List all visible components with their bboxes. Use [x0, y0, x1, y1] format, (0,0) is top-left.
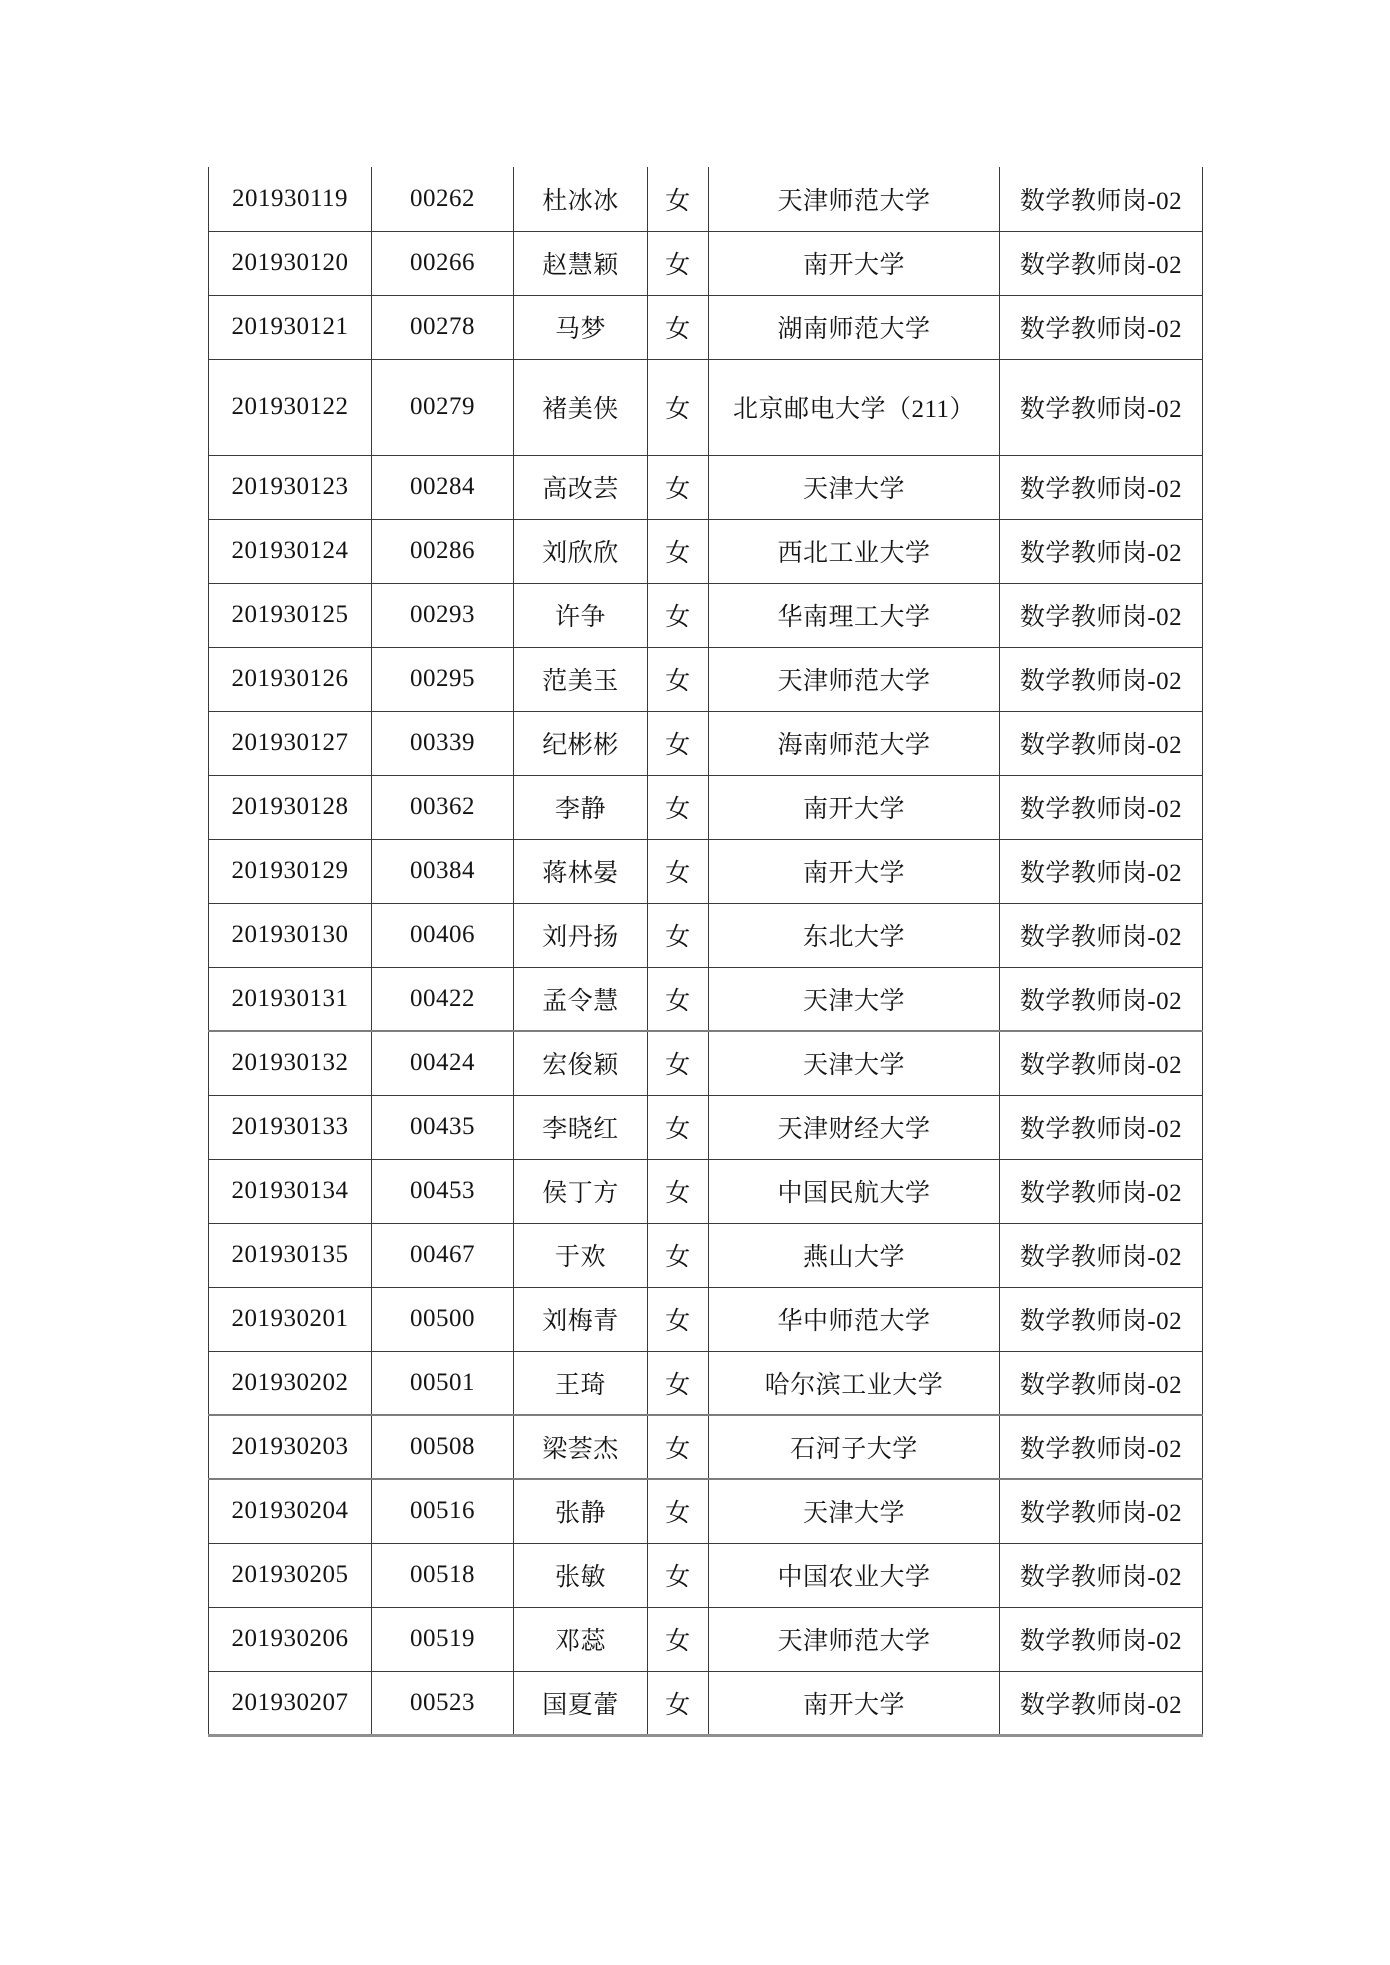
table-cell: 00362: [372, 775, 514, 839]
table-cell: 孟令慧: [514, 967, 648, 1031]
table-cell: 201930121: [209, 295, 372, 359]
table-cell: 杜冰冰: [514, 167, 648, 231]
table-cell: 00435: [372, 1095, 514, 1159]
table-row: [209, 1351, 1203, 1415]
table-cell: 数学教师岗-02: [1000, 1543, 1203, 1607]
table-cell: 201930132: [209, 1031, 372, 1095]
table-cell: 00516: [372, 1479, 514, 1543]
table-cell: 201930131: [209, 967, 372, 1031]
table-cell: 北京邮电大学（211）: [709, 359, 1000, 455]
table-row: [209, 359, 1203, 455]
table-cell: 00519: [372, 1607, 514, 1671]
table-cell: 201930119: [209, 167, 372, 231]
table-cell: 刘梅青: [514, 1287, 648, 1351]
table-cell: 00500: [372, 1287, 514, 1351]
table-cell: 女: [648, 1223, 709, 1287]
table-cell: 201930127: [209, 711, 372, 775]
table-cell: 女: [648, 1159, 709, 1223]
table-cell: 201930122: [209, 359, 372, 455]
table-cell: 数学教师岗-02: [1000, 1607, 1203, 1671]
table-cell: 00278: [372, 295, 514, 359]
table-cell: 范美玉: [514, 647, 648, 711]
table-cell: 天津大学: [709, 1031, 1000, 1095]
table-cell: 201930129: [209, 839, 372, 903]
table-cell: 西北工业大学: [709, 519, 1000, 583]
table-cell: 数学教师岗-02: [1000, 1671, 1203, 1735]
table-cell: 东北大学: [709, 903, 1000, 967]
table-cell: 天津大学: [709, 455, 1000, 519]
table-cell: 王琦: [514, 1351, 648, 1415]
table-cell: 201930126: [209, 647, 372, 711]
table-cell: 数学教师岗-02: [1000, 1287, 1203, 1351]
table-cell: 00424: [372, 1031, 514, 1095]
table-cell: 201930125: [209, 583, 372, 647]
table-cell: 数学教师岗-02: [1000, 711, 1203, 775]
table-row: [209, 1671, 1203, 1735]
table-cell: 蒋林晏: [514, 839, 648, 903]
table-cell: 赵慧颖: [514, 231, 648, 295]
table-cell: 201930134: [209, 1159, 372, 1223]
table-cell: 00518: [372, 1543, 514, 1607]
table-cell: 数学教师岗-02: [1000, 1159, 1203, 1223]
table-cell: 天津大学: [709, 1479, 1000, 1543]
table-cell: 数学教师岗-02: [1000, 167, 1203, 231]
table-cell: 天津师范大学: [709, 167, 1000, 231]
table-cell: 数学教师岗-02: [1000, 231, 1203, 295]
table-cell: 数学教师岗-02: [1000, 967, 1203, 1031]
table-cell: 中国农业大学: [709, 1543, 1000, 1607]
table-cell: 数学教师岗-02: [1000, 647, 1203, 711]
table-cell: 许争: [514, 583, 648, 647]
table-cell: 数学教师岗-02: [1000, 583, 1203, 647]
table-cell: 国夏蕾: [514, 1671, 648, 1735]
table-row: [209, 231, 1203, 295]
table-row: [209, 903, 1203, 967]
table-cell: 南开大学: [709, 1671, 1000, 1735]
table-cell: 女: [648, 903, 709, 967]
table-cell: 梁荟杰: [514, 1415, 648, 1479]
table-cell: 纪彬彬: [514, 711, 648, 775]
table-cell: 数学教师岗-02: [1000, 1223, 1203, 1287]
table-cell: 00523: [372, 1671, 514, 1735]
table-cell: 201930124: [209, 519, 372, 583]
table-cell: 201930203: [209, 1415, 372, 1479]
table-cell: 00284: [372, 455, 514, 519]
table-row: [209, 1415, 1203, 1479]
table-cell: 女: [648, 1671, 709, 1735]
table-cell: 201930204: [209, 1479, 372, 1543]
table-cell: 女: [648, 359, 709, 455]
table-cell: 201930120: [209, 231, 372, 295]
table-cell: 南开大学: [709, 231, 1000, 295]
candidate-roster-table: [208, 167, 1203, 1737]
table-row: [209, 775, 1203, 839]
table-cell: 海南师范大学: [709, 711, 1000, 775]
table-cell: 00453: [372, 1159, 514, 1223]
table-row: [209, 1159, 1203, 1223]
table-cell: 湖南师范大学: [709, 295, 1000, 359]
table-cell: 天津师范大学: [709, 647, 1000, 711]
table-cell: 张敏: [514, 1543, 648, 1607]
table-cell: 201930135: [209, 1223, 372, 1287]
table-cell: 女: [648, 519, 709, 583]
table-cell: 燕山大学: [709, 1223, 1000, 1287]
table-cell: 00266: [372, 231, 514, 295]
table-cell: 00384: [372, 839, 514, 903]
table-cell: 女: [648, 711, 709, 775]
table-cell: 女: [648, 1031, 709, 1095]
table-cell: 00295: [372, 647, 514, 711]
table-cell: 数学教师岗-02: [1000, 775, 1203, 839]
table-cell: 女: [648, 1479, 709, 1543]
table-cell: 马梦: [514, 295, 648, 359]
table-cell: 女: [648, 1095, 709, 1159]
table-cell: 刘欣欣: [514, 519, 648, 583]
table-cell: 201930202: [209, 1351, 372, 1415]
table-cell: 201930128: [209, 775, 372, 839]
candidate-roster-body: [209, 167, 1203, 1735]
table-row: [209, 295, 1203, 359]
table-cell: 00279: [372, 359, 514, 455]
table-cell: 00262: [372, 167, 514, 231]
table-cell: 女: [648, 1607, 709, 1671]
table-cell: 女: [648, 455, 709, 519]
table-row: [209, 839, 1203, 903]
table-cell: 201930201: [209, 1287, 372, 1351]
table-cell: 201930123: [209, 455, 372, 519]
table-cell: 华中师范大学: [709, 1287, 1000, 1351]
table-row: [209, 967, 1203, 1031]
table-cell: 女: [648, 1351, 709, 1415]
table-row: [209, 1095, 1203, 1159]
table-cell: 00293: [372, 583, 514, 647]
table-cell: 高改芸: [514, 455, 648, 519]
table-cell: 00339: [372, 711, 514, 775]
table-cell: 李静: [514, 775, 648, 839]
table-cell: 女: [648, 231, 709, 295]
table-cell: 天津财经大学: [709, 1095, 1000, 1159]
table-cell: 00286: [372, 519, 514, 583]
table-cell: 中国民航大学: [709, 1159, 1000, 1223]
table-cell: 数学教师岗-02: [1000, 903, 1203, 967]
table-cell: 201930207: [209, 1671, 372, 1735]
table-row: [209, 647, 1203, 711]
table-cell: 00406: [372, 903, 514, 967]
table-row: [209, 519, 1203, 583]
table-cell: 数学教师岗-02: [1000, 295, 1203, 359]
table-cell: 华南理工大学: [709, 583, 1000, 647]
table-cell: 数学教师岗-02: [1000, 839, 1203, 903]
table-cell: 201930133: [209, 1095, 372, 1159]
table-cell: 女: [648, 295, 709, 359]
table-cell: 201930130: [209, 903, 372, 967]
table-cell: 女: [648, 583, 709, 647]
table-cell: 南开大学: [709, 839, 1000, 903]
table-cell: 李晓红: [514, 1095, 648, 1159]
table-cell: 石河子大学: [709, 1415, 1000, 1479]
table-cell: 数学教师岗-02: [1000, 1479, 1203, 1543]
table-cell: 数学教师岗-02: [1000, 455, 1203, 519]
table-row: [209, 1223, 1203, 1287]
table-cell: 数学教师岗-02: [1000, 1351, 1203, 1415]
table-row: [209, 1607, 1203, 1671]
table-row: [209, 1287, 1203, 1351]
table-row: [209, 711, 1203, 775]
table-cell: 天津大学: [709, 967, 1000, 1031]
table-cell: 数学教师岗-02: [1000, 1095, 1203, 1159]
table-cell: 00422: [372, 967, 514, 1031]
table-cell: 数学教师岗-02: [1000, 359, 1203, 455]
table-row: [209, 455, 1203, 519]
table-cell: 女: [648, 1543, 709, 1607]
table-cell: 201930206: [209, 1607, 372, 1671]
table-cell: 女: [648, 167, 709, 231]
table-cell: 南开大学: [709, 775, 1000, 839]
table-cell: 褚美侠: [514, 359, 648, 455]
table-cell: 数学教师岗-02: [1000, 1031, 1203, 1095]
table-cell: 女: [648, 647, 709, 711]
table-cell: 00467: [372, 1223, 514, 1287]
table-cell: 刘丹扬: [514, 903, 648, 967]
table-row: [209, 583, 1203, 647]
table-cell: 张静: [514, 1479, 648, 1543]
table-cell: 201930205: [209, 1543, 372, 1607]
table-row: [209, 1479, 1203, 1543]
table-cell: 女: [648, 967, 709, 1031]
table-row: [209, 1543, 1203, 1607]
table-cell: 哈尔滨工业大学: [709, 1351, 1000, 1415]
table-cell: 于欢: [514, 1223, 648, 1287]
table-cell: 女: [648, 1415, 709, 1479]
table-cell: 宏俊颖: [514, 1031, 648, 1095]
table-cell: 00508: [372, 1415, 514, 1479]
table-row: [209, 1031, 1203, 1095]
table-cell: 天津师范大学: [709, 1607, 1000, 1671]
table-cell: 数学教师岗-02: [1000, 1415, 1203, 1479]
table-cell: 女: [648, 775, 709, 839]
table-cell: 数学教师岗-02: [1000, 519, 1203, 583]
table-cell: 女: [648, 839, 709, 903]
table-cell: 女: [648, 1287, 709, 1351]
table-cell: 00501: [372, 1351, 514, 1415]
table-row: [209, 167, 1203, 231]
table-cell: 侯丁方: [514, 1159, 648, 1223]
table-cell: 邓蕊: [514, 1607, 648, 1671]
